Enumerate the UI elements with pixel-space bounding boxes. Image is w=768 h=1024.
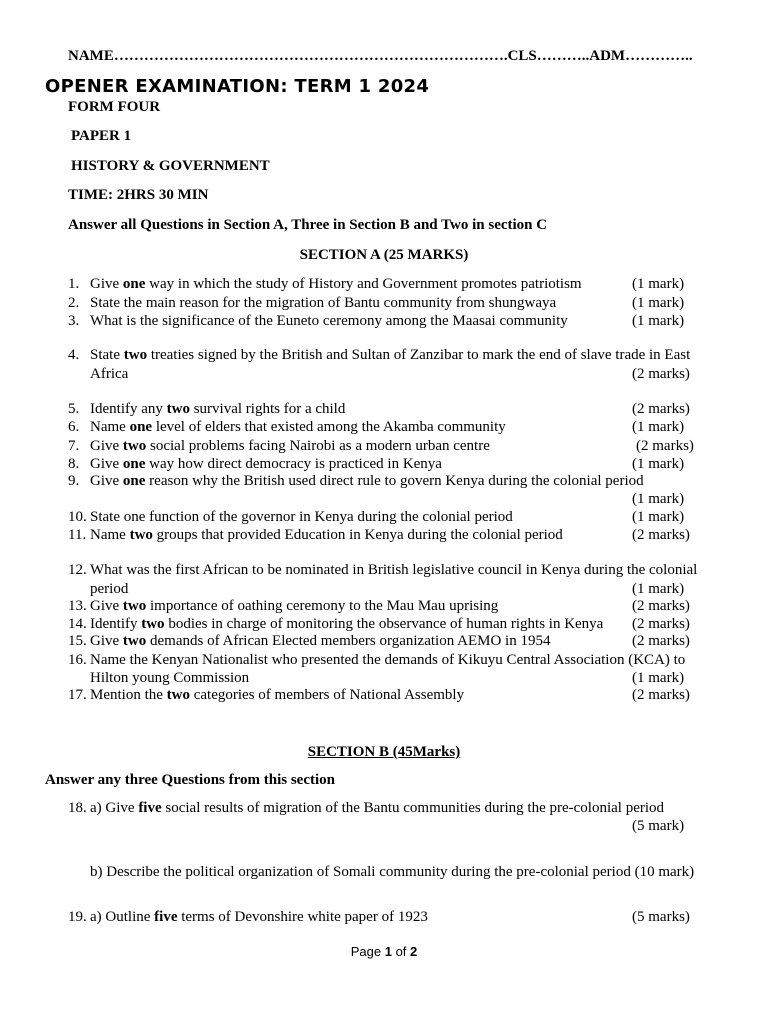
question-6: Name one level of elders that existed among the Akamba community	[90, 419, 506, 435]
question-number: 5.	[68, 401, 80, 417]
question-number: 19.	[68, 909, 87, 925]
question-marks: (2 marks)	[632, 366, 690, 382]
question-number: 3.	[68, 313, 80, 329]
question-number: 17.	[68, 687, 87, 703]
question-5: Identify any two survival rights for a child	[90, 401, 346, 417]
question-marks: (2 marks)	[636, 438, 694, 454]
question-19a: a) Outline five terms of Devonshire white paper of 1923	[90, 909, 428, 925]
question-marks: (2 marks)	[632, 401, 690, 417]
question-12: What was the first African to be nominated in British legislative council in Kenya during the colonial	[90, 562, 698, 578]
question-marks: (2 marks)	[632, 633, 690, 649]
section-a-heading: SECTION A (25 MARKS)	[299, 247, 469, 263]
question-number: 12.	[68, 562, 87, 578]
page-footer: Page 1 of 2	[350, 944, 418, 959]
question-marks: (1 mark)	[632, 419, 685, 435]
question-marks: (1 mark)	[632, 295, 685, 311]
question-marks: (2 marks)	[632, 616, 690, 632]
question-1: Give one way in which the study of History and Government promotes patriotism	[90, 276, 582, 292]
question-number: 16.	[68, 652, 87, 668]
question-marks: (1 mark)	[632, 456, 685, 472]
general-instructions: Answer all Questions in Section A, Three in Section B and Two in section C	[68, 217, 548, 233]
question-2: State the main reason for the migration of Bantu community from shungwaya	[90, 295, 557, 311]
question-8: Give one way how direct democracy is practiced in Kenya	[90, 456, 442, 472]
question-number: 13.	[68, 598, 87, 614]
question-marks: (2 marks)	[632, 687, 690, 703]
question-marks: (1 mark)	[632, 491, 685, 507]
question-15: Give two demands of African Elected members organization AEMO in 1954	[90, 633, 551, 649]
question-18a: a) Give five social results of migration of the Bantu communities during the pre-colonial period	[90, 800, 665, 816]
subject-label: HISTORY & GOVERNMENT	[71, 158, 270, 174]
paper-label: PAPER 1	[71, 128, 132, 144]
question-marks: (2 marks)	[632, 598, 690, 614]
question-number: 6.	[68, 419, 80, 435]
section-b-instructions: Answer any three Questions from this section	[45, 772, 335, 788]
question-marks: (1 mark)	[632, 509, 685, 525]
question-13: Give two importance of oathing ceremony to the Mau Mau uprising	[90, 598, 499, 614]
question-7: Give two social problems facing Nairobi as a modern urban centre	[90, 438, 490, 454]
question-10: State one function of the governor in Kenya during the colonial period	[90, 509, 513, 525]
question-number: 18.	[68, 800, 87, 816]
question-number: 10.	[68, 509, 87, 525]
question-9: Give one reason why the British used direct rule to govern Kenya during the colonial period	[90, 473, 644, 489]
question-16: Name the Kenyan Nationalist who presented the demands of Kikuyu Central Association (KCA) to	[90, 652, 686, 668]
question-marks: (1 mark)	[632, 670, 685, 686]
question-continuation: Africa	[90, 366, 129, 382]
question-marks: (2 marks)	[632, 527, 690, 543]
question-3: What is the significance of the Euneto ceremony among the Maasai community	[90, 313, 568, 329]
question-number: 7.	[68, 438, 80, 454]
section-b-heading: SECTION B (45Marks)	[307, 744, 461, 760]
exam-title: OPENER EXAMINATION: TERM 1 2024	[45, 76, 430, 97]
question-marks: (5 marks)	[632, 909, 690, 925]
question-14: Identify two bodies in charge of monitoring the observance of human rights in Kenya	[90, 616, 604, 632]
question-number: 9.	[68, 473, 80, 489]
question-continuation: period	[90, 581, 129, 597]
name-line: NAME…………………………………………………………………….CLS………..ADM…………..	[68, 48, 693, 64]
question-number: 8.	[68, 456, 80, 472]
question-marks: (1 mark)	[632, 313, 685, 329]
question-marks: (1 mark)	[632, 276, 685, 292]
time-label: TIME: 2HRS 30 MIN	[68, 187, 209, 203]
question-number: 15.	[68, 633, 87, 649]
question-continuation: Hilton young Commission	[90, 670, 250, 686]
question-marks: (5 mark)	[632, 818, 685, 834]
question-number: 14.	[68, 616, 87, 632]
question-marks: (1 mark)	[632, 581, 685, 597]
question-number: 11.	[68, 527, 87, 543]
question-11: Name two groups that provided Education in Kenya during the colonial period	[90, 527, 563, 543]
question-17: Mention the two categories of members of National Assembly	[90, 687, 465, 703]
question-18b: b) Describe the political organization of Somali community during the pre-colonial period (10 mark)	[90, 864, 695, 880]
question-number: 4.	[68, 347, 80, 363]
question-number: 2.	[68, 295, 80, 311]
form-label: FORM FOUR	[68, 99, 161, 115]
question-4: State two treaties signed by the British and Sultan of Zanzibar to mark the end of slave trade in East	[90, 347, 691, 363]
question-number: 1.	[68, 276, 80, 292]
